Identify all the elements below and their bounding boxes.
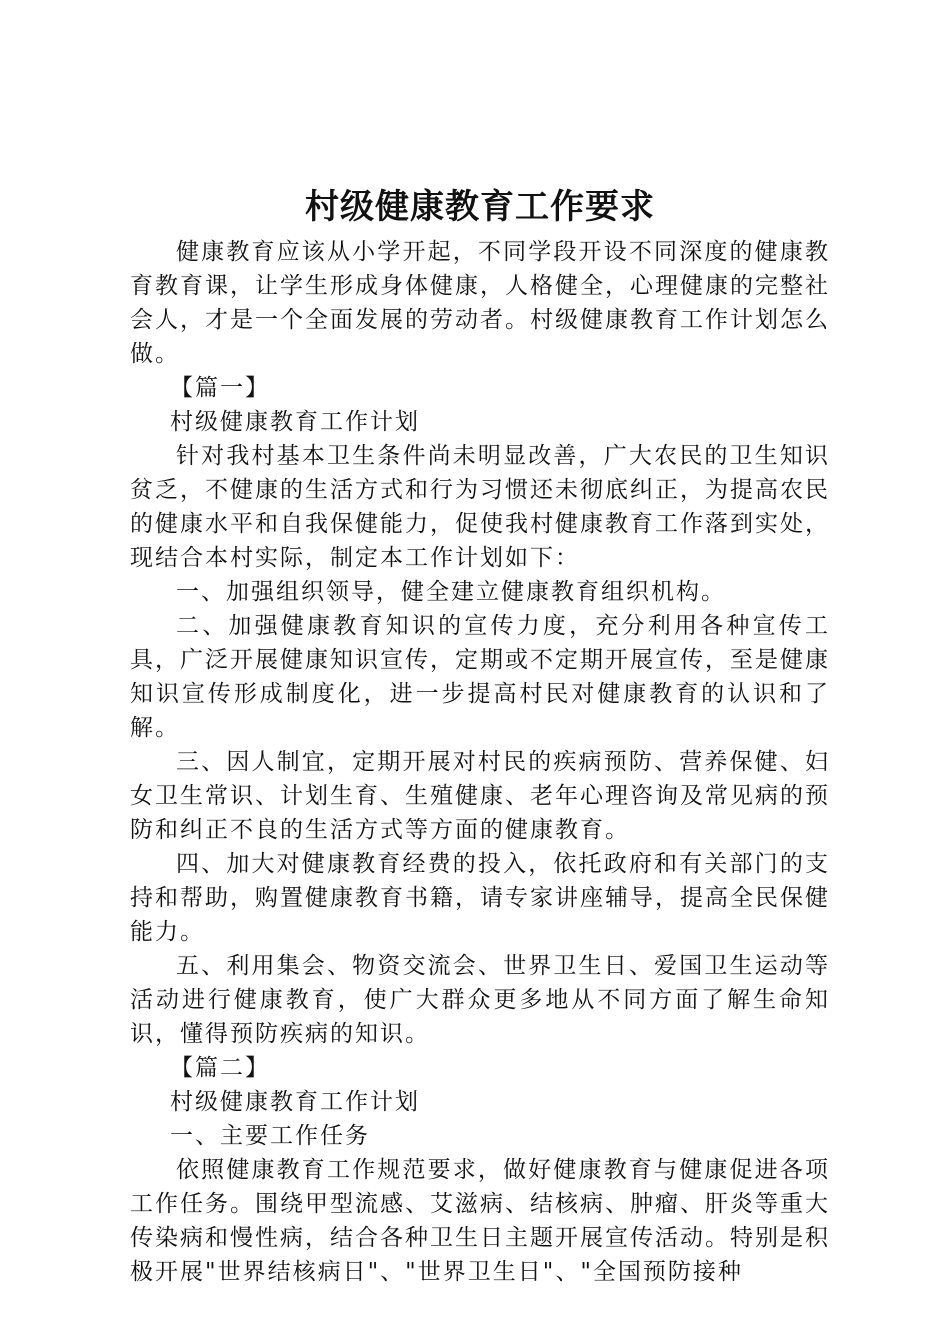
part2-paragraph: 依照健康教育工作规范要求，做好健康教育与健康促进各项工作任务。围绕甲型流感、艾滋病、结核病、肿瘤、肝炎等重大传染病和慢性病，结合各种卫生日主题开展宣传活动。特别是积极开展"世界结核病日"、"世界卫生日"、"全国预防接种 <box>130 1157 830 1285</box>
part1-paragraph: 一、加强组织领导，健全建立健康教育组织机构。 <box>176 579 726 605</box>
part2-section-heading: 一、主要工作任务 <box>170 1123 370 1149</box>
part1-subtitle: 村级健康教育工作计划 <box>170 409 420 435</box>
part1-paragraph: 四、加大对健康教育经费的投入，依托政府和有关部门的支持和帮助，购置健康教育书籍，请专家讲座辅导，提高全民保健能力。 <box>130 851 830 945</box>
intro-paragraph: 健康教育应该从小学开起，不同学段开设不同深度的健康教育教育课，让学生形成身体健康，人格健全，心理健康的完整社会人，才是一个全面发展的劳动者。村级健康教育工作计划怎么做。 <box>130 239 830 367</box>
document-page <box>130 185 830 1289</box>
part1-label: 【篇一】 <box>170 375 270 401</box>
part1-paragraph: 针对我村基本卫生条件尚未明显改善，广大农民的卫生知识贫乏，不健康的生活方式和行为习惯还未彻底纠正，为提高农民的健康水平和自我保健能力，促使我村健康教育工作落到实处，现结合本村实际，制定本工作计划如下： <box>130 443 830 571</box>
part1-paragraph: 三、因人制宜，定期开展对村民的疾病预防、营养保健、妇女卫生常识、计划生育、生殖健康、老年心理咨询及常见病的预防和纠正不良的生活方式等方面的健康教育。 <box>130 749 830 843</box>
part2-label: 【篇二】 <box>170 1055 270 1081</box>
document-title: 村级健康教育工作要求 <box>305 187 655 227</box>
part1-paragraph: 二、加强健康教育知识的宣传力度，充分利用各种宣传工具，广泛开展健康知识宣传，定期或不定期开展宣传，至是健康知识宣传形成制度化，进一步提高村民对健康教育的认识和了解。 <box>130 613 830 741</box>
part1-paragraph: 五、利用集会、物资交流会、世界卫生日、爱国卫生运动等活动进行健康教育，使广大群众更多地从不同方面了解生命知识，懂得预防疾病的知识。 <box>130 953 830 1047</box>
part2-subtitle: 村级健康教育工作计划 <box>170 1089 420 1115</box>
